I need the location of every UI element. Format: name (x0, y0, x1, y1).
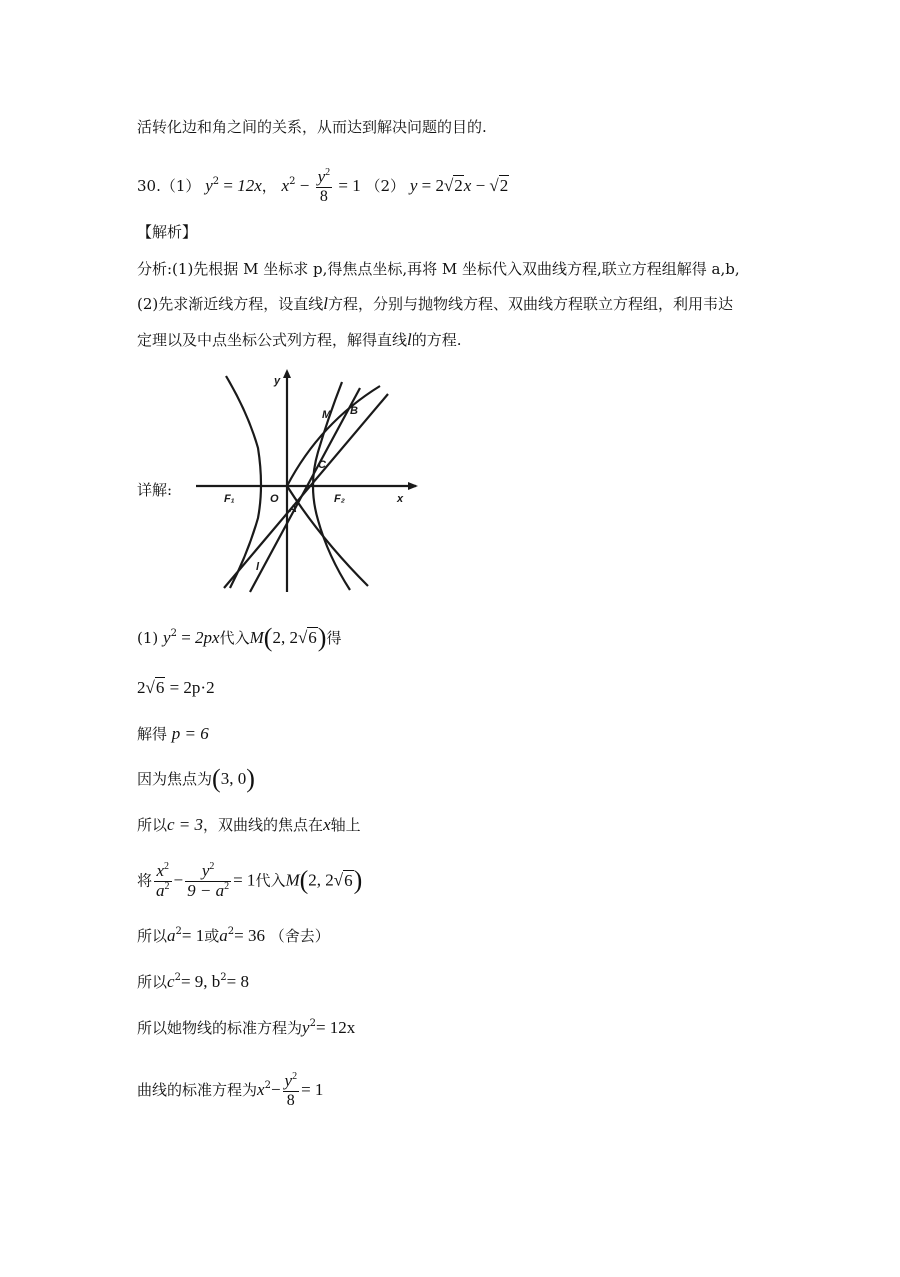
intro-text: 活转化边和角之间的关系，从而达到解决问题的目的. (137, 118, 487, 136)
label-y: y (274, 375, 281, 387)
answer-line: 30.（1） $y^2 = 12x$， $x^2$ − $\frac{y^2}{8}$ = 1 （2） y = 2√2x − √2 (137, 167, 509, 205)
step-4: 因为焦点为(3, 0) (137, 764, 255, 793)
label-f1: F₁ (224, 493, 235, 505)
analysis-line-3: 定理以及中点坐标公式列方程，解得直线l的方程. (137, 330, 462, 349)
analysis-line-2: (2)先求渐近线方程，设直线l方程，分别与抛物线方程、双曲线方程联立方程组，利用韦达 (137, 294, 733, 313)
question-number: 30. (137, 177, 161, 195)
detail-label: 详解: (137, 481, 173, 499)
step-10: 曲线的标准方程为$x^2-$ $\frac{y^2}{8}$ = 1 (137, 1071, 324, 1109)
analysis-line-1: 分析:(1)先根据 M 坐标求 p,得焦点坐标,再将 M 坐标代入双曲线方程,联立方程组解得 a,b, (137, 260, 740, 278)
step-6: 将 $\frac{x^2}{a^2}$ − $\frac{y^2}{9 - a^2}$ = 1代入M(2, 2√6) (137, 861, 363, 900)
step-1: (1) $y^2 = 2px$代入M(2, 2√6)得 (137, 623, 342, 652)
label-b: B (350, 405, 358, 417)
part1-label: （1） (160, 177, 201, 195)
left-hyperbola-branch (226, 376, 261, 588)
step-5: 所以c = 3，双曲线的焦点在x轴上 (137, 815, 361, 834)
label-m: M (322, 409, 332, 421)
line-symbol: l (323, 294, 328, 313)
label-x: x (397, 493, 404, 505)
label-l: l (256, 561, 260, 573)
label-o: O (270, 493, 279, 505)
part2-label: （2） (365, 177, 406, 195)
eq1-rhs: 12x (237, 176, 262, 195)
sep: ， (261, 177, 277, 195)
eq3-root: 2 (499, 176, 509, 195)
x-axis-arrow (408, 482, 418, 490)
label-c: C (318, 459, 326, 471)
y-axis-arrow (283, 369, 291, 378)
eq2-fraction: $\frac{y^2}{8}$ (317, 167, 331, 205)
step-2: 2√6 = 2p·2 (137, 678, 215, 697)
label-a: A (289, 503, 297, 515)
eq3-lhs: y (409, 176, 418, 195)
step-8: 所以$c^2= 9$, $b^2= 8$ (137, 972, 249, 991)
eq2-lhs: x (281, 176, 290, 195)
eq2-rhs: 1 (352, 176, 361, 195)
step-3: 解得 p = 6 (137, 724, 209, 743)
label-f2: F₂ (334, 493, 345, 505)
step-7: 所以$a^2= 1$或$a^2= 36$ （舍去） (137, 926, 330, 945)
hyperbola-parabola-figure (190, 368, 424, 594)
eq1-lhs: y (205, 176, 213, 195)
analysis-title: 【解析】 (137, 223, 198, 241)
step-9: 所以她物线的标准方程为$y^2= 12x$ (137, 1018, 356, 1037)
